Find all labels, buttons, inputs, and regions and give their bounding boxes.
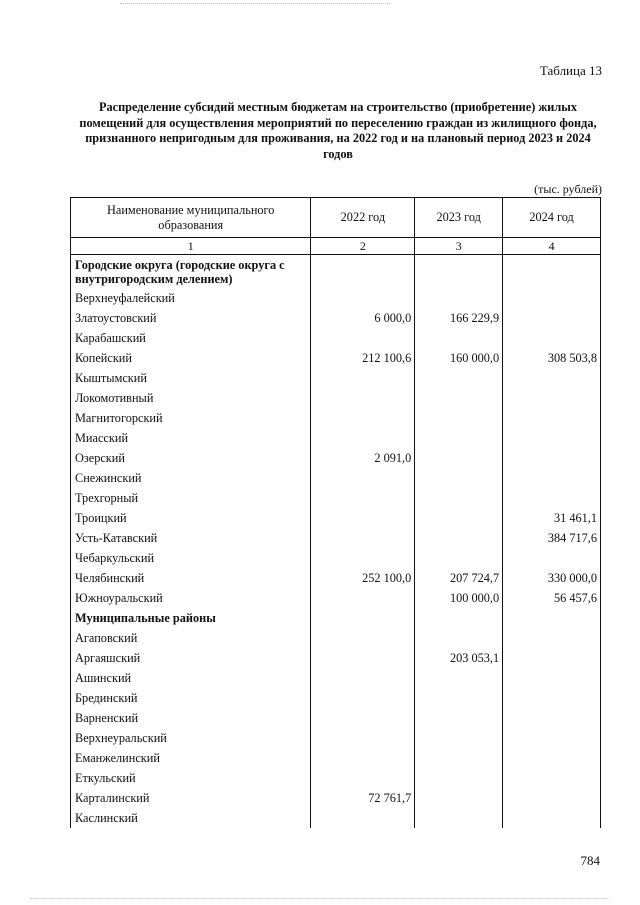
value-2024 bbox=[503, 608, 601, 628]
value-2024: 31 461,1 bbox=[503, 508, 601, 528]
value-2022 bbox=[311, 748, 415, 768]
table-row bbox=[71, 568, 601, 588]
value-2024 bbox=[503, 468, 601, 488]
value-2024 bbox=[503, 408, 601, 428]
municipality-name: Трехгорный bbox=[71, 488, 311, 508]
value-2024 bbox=[503, 288, 601, 308]
table-row bbox=[71, 548, 601, 568]
value-2023 bbox=[415, 255, 503, 289]
value-2022 bbox=[311, 528, 415, 548]
value-2024 bbox=[503, 748, 601, 768]
value-2022 bbox=[311, 428, 415, 448]
value-2022 bbox=[311, 808, 415, 828]
value-2023 bbox=[415, 428, 503, 448]
value-2023 bbox=[415, 368, 503, 388]
table-row bbox=[71, 408, 601, 428]
municipality-name: Каслинский bbox=[71, 808, 311, 828]
value-2024: 330 000,0 bbox=[503, 568, 601, 588]
value-2023 bbox=[415, 328, 503, 348]
scan-artifact-top bbox=[120, 3, 390, 4]
value-2022: 72 761,7 bbox=[311, 788, 415, 808]
document-title: Распределение субсидий местным бюджетам на строительство (приобретение) жилых помещений для осуществления мероприятий по переселению граждан из жилищного фонда, признанного непригодным для проживания, на 2022 год и на плановый период 2023 и 2024 годов bbox=[79, 100, 597, 161]
municipality-name: Троицкий bbox=[71, 508, 311, 528]
value-2023 bbox=[415, 548, 503, 568]
value-2023 bbox=[415, 608, 503, 628]
value-2024 bbox=[503, 368, 601, 388]
value-2023 bbox=[415, 408, 503, 428]
value-2022 bbox=[311, 628, 415, 648]
value-2022 bbox=[311, 588, 415, 608]
value-2022: 2 091,0 bbox=[311, 448, 415, 468]
value-2022 bbox=[311, 328, 415, 348]
table-row bbox=[71, 488, 601, 508]
municipality-name: Усть-Катавский bbox=[71, 528, 311, 548]
value-2023 bbox=[415, 468, 503, 488]
table-row bbox=[71, 628, 601, 648]
table-row bbox=[71, 388, 601, 408]
table-row bbox=[71, 348, 601, 368]
value-2022 bbox=[311, 388, 415, 408]
value-2023 bbox=[415, 688, 503, 708]
value-2023 bbox=[415, 808, 503, 828]
value-2023 bbox=[415, 748, 503, 768]
value-2024 bbox=[503, 328, 601, 348]
value-2023 bbox=[415, 728, 503, 748]
value-2022 bbox=[311, 288, 415, 308]
scan-artifact-bottom bbox=[30, 898, 610, 899]
value-2023 bbox=[415, 708, 503, 728]
municipality-name: Ашинский bbox=[71, 668, 311, 688]
table-row bbox=[71, 528, 601, 548]
table-row bbox=[71, 328, 601, 348]
value-2024: 308 503,8 bbox=[503, 348, 601, 368]
value-2022 bbox=[311, 508, 415, 528]
value-2022 bbox=[311, 408, 415, 428]
table-row bbox=[71, 368, 601, 388]
table-row bbox=[71, 308, 601, 328]
municipality-name: Агаповский bbox=[71, 628, 311, 648]
value-2023 bbox=[415, 788, 503, 808]
value-2022 bbox=[311, 468, 415, 488]
section-row bbox=[71, 608, 601, 628]
column-header-2023: 2023 год bbox=[415, 198, 503, 238]
value-2022 bbox=[311, 368, 415, 388]
table-row bbox=[71, 708, 601, 728]
table-row bbox=[71, 668, 601, 688]
table-header-row bbox=[71, 198, 601, 238]
value-2023 bbox=[415, 768, 503, 788]
column-number-1: 1 bbox=[71, 238, 311, 255]
value-2023 bbox=[415, 448, 503, 468]
municipality-name: Аргаяшский bbox=[71, 648, 311, 668]
value-2024 bbox=[503, 668, 601, 688]
value-2023 bbox=[415, 488, 503, 508]
column-header-name: Наименование муниципального образования bbox=[71, 198, 311, 238]
municipality-name: Еткульский bbox=[71, 768, 311, 788]
municipality-name: Снежинский bbox=[71, 468, 311, 488]
table-row bbox=[71, 508, 601, 528]
table-row bbox=[71, 648, 601, 668]
value-2024 bbox=[503, 788, 601, 808]
value-2022: 6 000,0 bbox=[311, 308, 415, 328]
value-2024 bbox=[503, 728, 601, 748]
table-row bbox=[71, 768, 601, 788]
table-row bbox=[71, 448, 601, 468]
value-2022 bbox=[311, 488, 415, 508]
table-row bbox=[71, 428, 601, 448]
municipality-name: Копейский bbox=[71, 348, 311, 368]
table-row bbox=[71, 788, 601, 808]
value-2024 bbox=[503, 428, 601, 448]
value-2024 bbox=[503, 628, 601, 648]
table-row bbox=[71, 288, 601, 308]
municipality-name: Верхнеуфалейский bbox=[71, 288, 311, 308]
value-2022 bbox=[311, 255, 415, 289]
column-header-2022: 2022 год bbox=[311, 198, 415, 238]
value-2024 bbox=[503, 488, 601, 508]
section-title: Городские округа (городские округа с внутригородским делением) bbox=[71, 255, 311, 289]
value-2023: 207 724,7 bbox=[415, 568, 503, 588]
value-2024 bbox=[503, 308, 601, 328]
section-row bbox=[71, 255, 601, 289]
municipality-name: Магнитогорский bbox=[71, 408, 311, 428]
value-2023 bbox=[415, 288, 503, 308]
page-number: 784 bbox=[580, 853, 600, 868]
column-number-4: 4 bbox=[503, 238, 601, 255]
value-2022: 252 100,0 bbox=[311, 568, 415, 588]
value-2022 bbox=[311, 648, 415, 668]
municipality-name: Южноуральский bbox=[71, 588, 311, 608]
municipality-name: Верхнеуральский bbox=[71, 728, 311, 748]
value-2024 bbox=[503, 448, 601, 468]
table-row bbox=[71, 728, 601, 748]
value-2024 bbox=[503, 548, 601, 568]
value-2023 bbox=[415, 388, 503, 408]
value-2022 bbox=[311, 688, 415, 708]
column-number-row bbox=[71, 238, 601, 255]
municipality-name: Варненский bbox=[71, 708, 311, 728]
value-2023 bbox=[415, 528, 503, 548]
value-2024 bbox=[503, 388, 601, 408]
value-2023 bbox=[415, 668, 503, 688]
municipality-name: Чебаркульский bbox=[71, 548, 311, 568]
municipality-name: Озерский bbox=[71, 448, 311, 468]
value-2024 bbox=[503, 255, 601, 289]
section-title: Муниципальные районы bbox=[71, 608, 311, 628]
municipality-name: Брединский bbox=[71, 688, 311, 708]
value-2024 bbox=[503, 688, 601, 708]
value-2024: 384 717,6 bbox=[503, 528, 601, 548]
units-label: (тыс. рублей) bbox=[534, 182, 602, 196]
value-2022 bbox=[311, 768, 415, 788]
municipality-name: Кыштымский bbox=[71, 368, 311, 388]
value-2023: 203 053,1 bbox=[415, 648, 503, 668]
value-2024 bbox=[503, 808, 601, 828]
table-row bbox=[71, 688, 601, 708]
table-number: Таблица 13 bbox=[539, 63, 602, 78]
value-2024: 56 457,6 bbox=[503, 588, 601, 608]
value-2024 bbox=[503, 648, 601, 668]
value-2022 bbox=[311, 548, 415, 568]
table-row bbox=[71, 748, 601, 768]
value-2024 bbox=[503, 708, 601, 728]
municipality-name: Карабашский bbox=[71, 328, 311, 348]
column-header-2024: 2024 год bbox=[503, 198, 601, 238]
table-row bbox=[71, 808, 601, 828]
municipality-name: Карталинский bbox=[71, 788, 311, 808]
municipality-name: Локомотивный bbox=[71, 388, 311, 408]
column-number-3: 3 bbox=[415, 238, 503, 255]
municipality-name: Челябинский bbox=[71, 568, 311, 588]
value-2022 bbox=[311, 728, 415, 748]
municipality-name: Еманжелинский bbox=[71, 748, 311, 768]
table-row bbox=[71, 588, 601, 608]
value-2022 bbox=[311, 708, 415, 728]
subsidy-table bbox=[70, 197, 601, 828]
column-number-2: 2 bbox=[311, 238, 415, 255]
value-2023: 100 000,0 bbox=[415, 588, 503, 608]
value-2022: 212 100,6 bbox=[311, 348, 415, 368]
municipality-name: Миасский bbox=[71, 428, 311, 448]
value-2024 bbox=[503, 768, 601, 788]
value-2023 bbox=[415, 508, 503, 528]
table-row bbox=[71, 468, 601, 488]
table-body bbox=[71, 255, 601, 829]
value-2022 bbox=[311, 608, 415, 628]
municipality-name: Златоустовский bbox=[71, 308, 311, 328]
value-2023 bbox=[415, 628, 503, 648]
value-2022 bbox=[311, 668, 415, 688]
value-2023: 160 000,0 bbox=[415, 348, 503, 368]
value-2023: 166 229,9 bbox=[415, 308, 503, 328]
